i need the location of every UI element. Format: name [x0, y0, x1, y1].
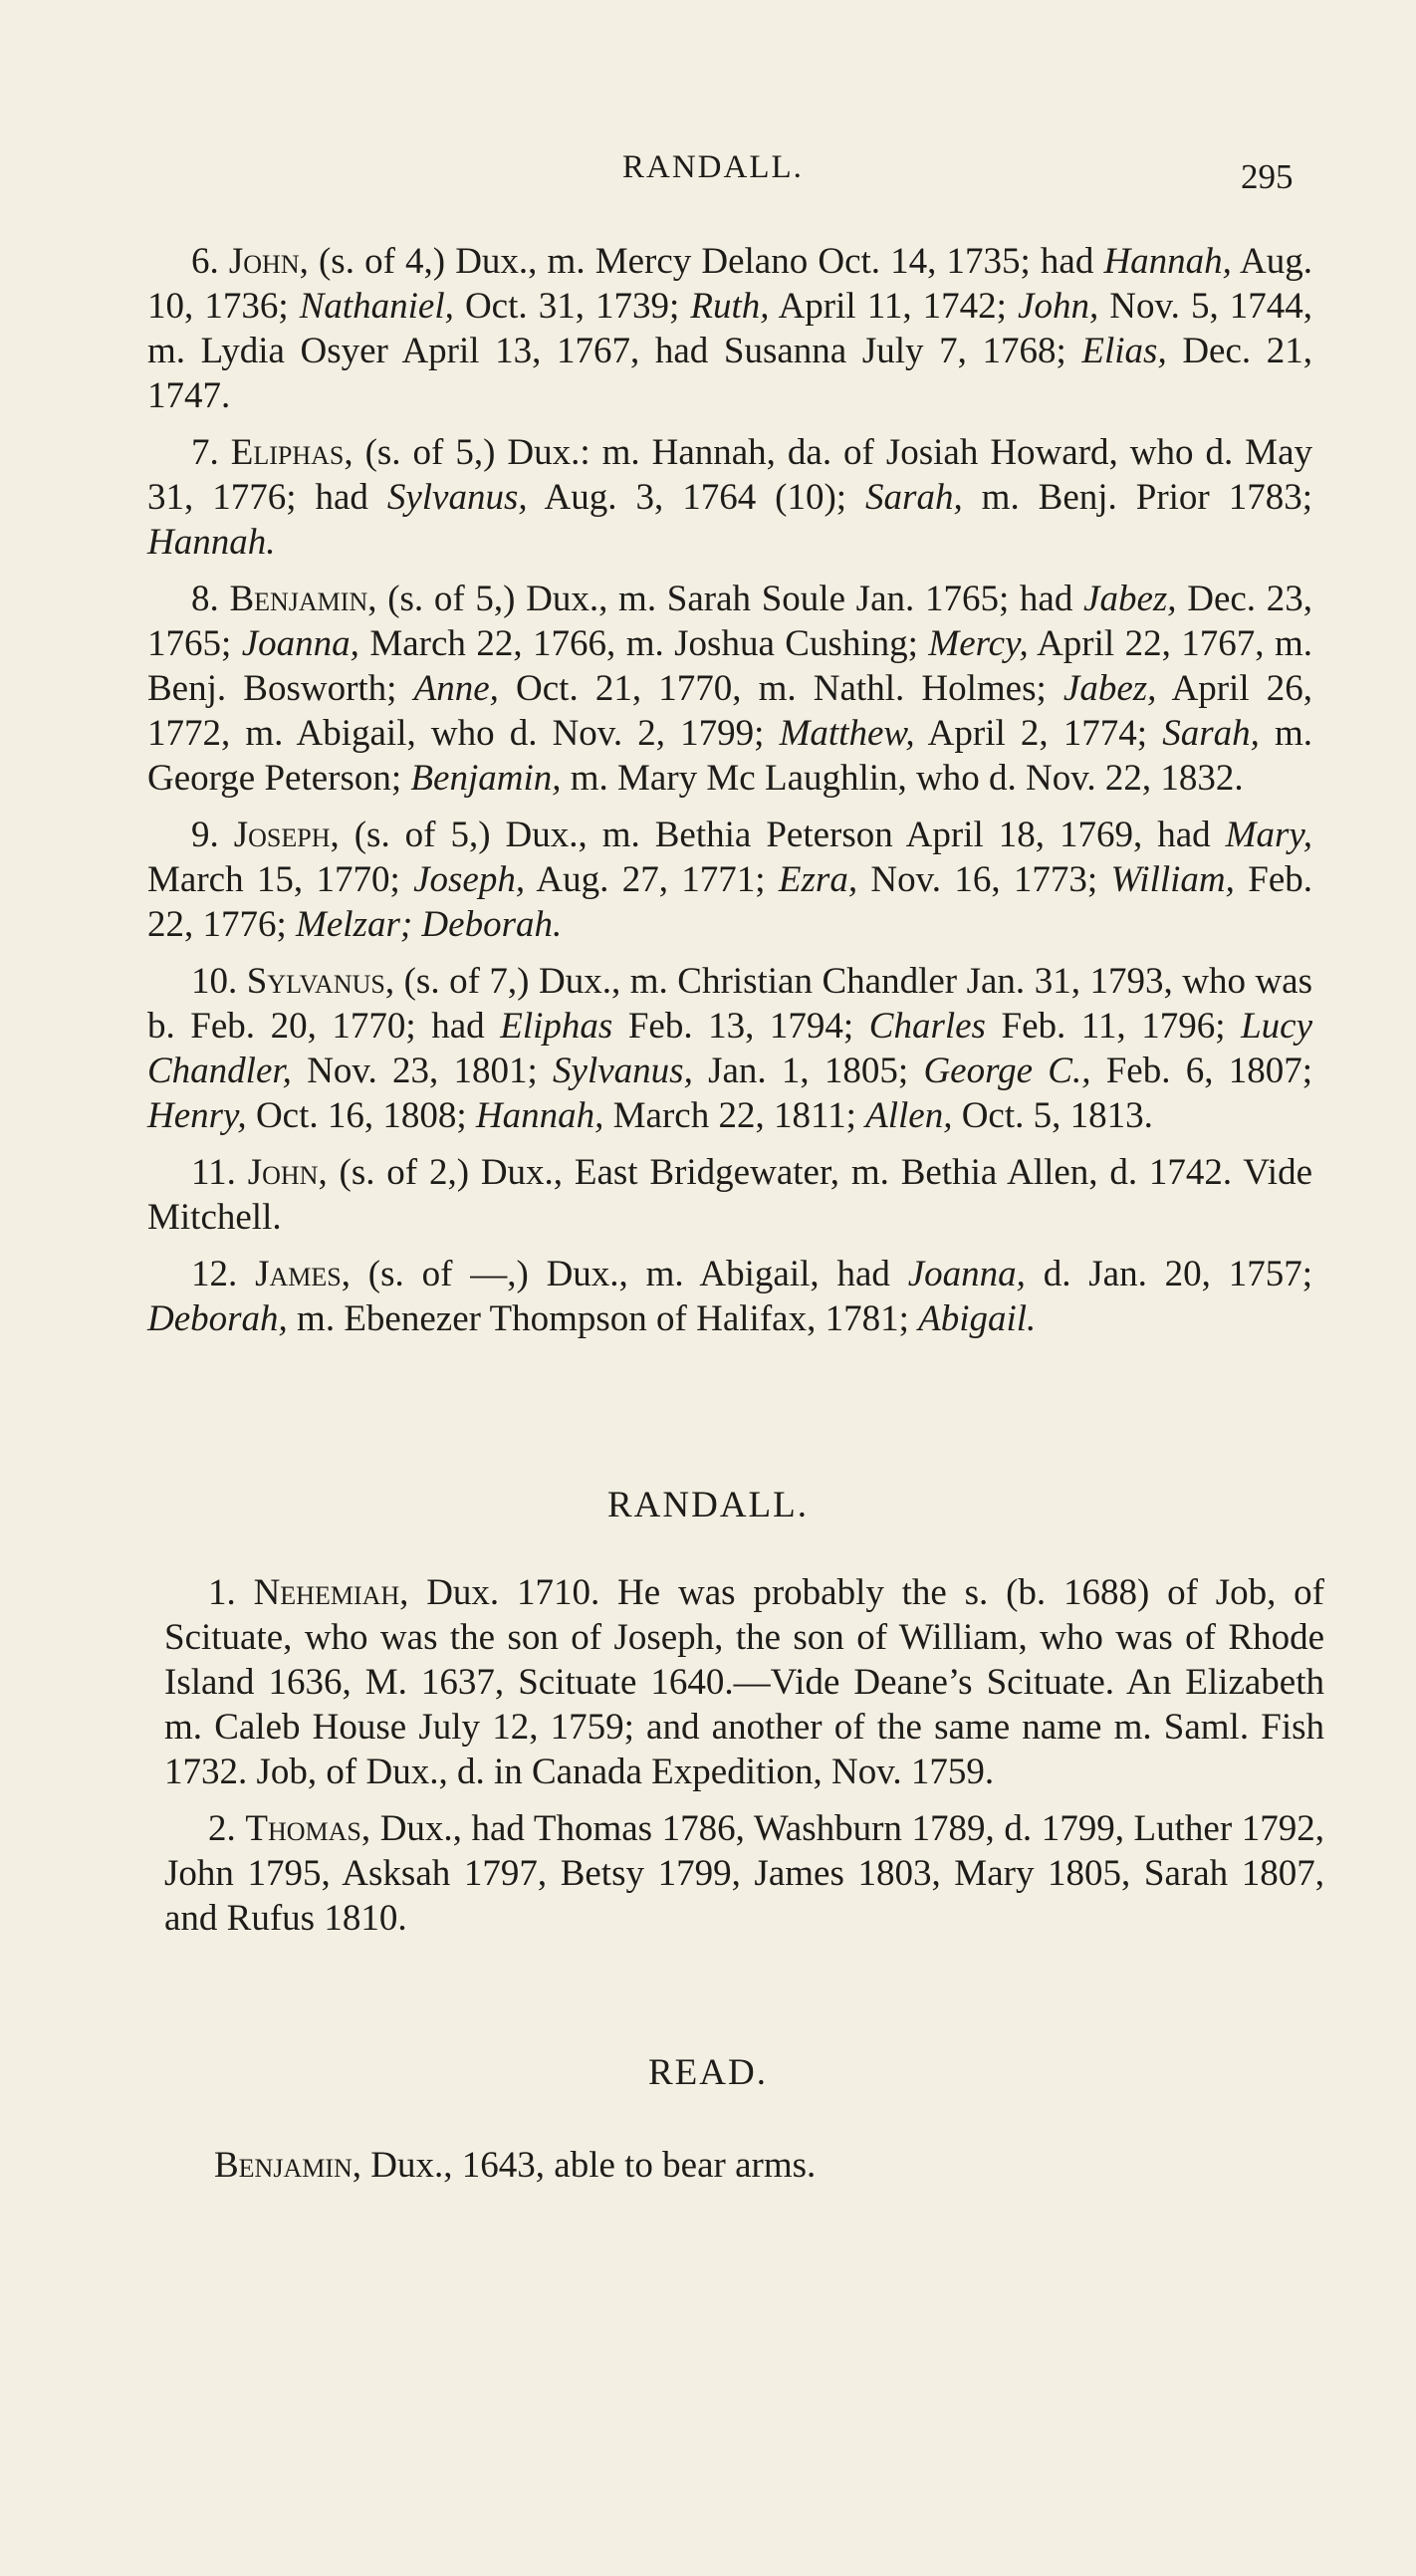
child-name: Sarah,: [865, 477, 963, 518]
entry-text: April 2, 1774;: [914, 713, 1163, 754]
entry-text: Nov. 5, 1744, m. Lydia Osyer April 13, 1767, had Susanna July 7, 1768;: [147, 286, 1313, 371]
entry-paragraph: [214, 2143, 1379, 2188]
entry-number: 8.: [191, 579, 219, 619]
entry-text: d. Jan. 20, 1757;: [1025, 1254, 1313, 1294]
child-name: Henry,: [147, 1095, 247, 1136]
entry-text: Aug. 10, 1736;: [147, 241, 1312, 327]
child-name: Joanna,: [907, 1254, 1026, 1294]
child-name: Hannah,: [475, 1095, 604, 1136]
entry-text: March 15, 1770;: [147, 859, 414, 900]
entry-text: m. Ebenezer Thompson of Halifax, 1781;: [287, 1298, 919, 1339]
entry-text: (s. of 5,) Dux., m. Bethia Peterson April 18, 1769, had: [339, 815, 1226, 855]
entry-text: April 26, 1772, m. Abigail, who d. Nov. 2, 1799;: [147, 668, 1312, 754]
section-heading-randall: [0, 1484, 1416, 1526]
entry-text: Feb. 6, 1807;: [1090, 1051, 1312, 1091]
child-name: George C.,: [923, 1051, 1091, 1091]
entry-name: Thomas,: [245, 1808, 371, 1849]
entry-text: April 11, 1742;: [769, 286, 1019, 327]
child-name: Anne,: [413, 668, 499, 709]
child-name: Hannah,: [1103, 241, 1232, 282]
child-name: Abigail.: [918, 1298, 1037, 1339]
entry-text: Dec. 23, 1765;: [147, 579, 1312, 664]
read-section: [214, 2143, 1379, 2200]
entry-number: 6.: [191, 241, 219, 282]
section-title: READ.: [648, 2052, 768, 2093]
child-name: Joanna,: [241, 623, 359, 664]
entry-text: March 22, 1766, m. Joshua Cushing;: [358, 623, 929, 664]
entry-text: Aug. 27, 1771;: [525, 859, 779, 900]
entry-text: April 22, 1767, m. Benj. Bosworth;: [147, 623, 1313, 709]
entry-name: Joseph,: [233, 815, 340, 855]
randall-section-2: [164, 1570, 1324, 1953]
entry-text: Feb. 22, 1776;: [147, 859, 1312, 945]
entry-text: Feb. 11, 1796;: [985, 1006, 1242, 1047]
section-heading-read: [0, 2051, 1416, 2094]
entry-paragraph: [147, 813, 1312, 947]
child-name: Matthew,: [779, 713, 915, 754]
child-name: Melzar; Deborah.: [296, 904, 563, 945]
child-name: Ezra,: [778, 859, 858, 900]
entry-text: Nov. 23, 1801;: [291, 1051, 554, 1091]
child-name: Benjamin,: [410, 758, 562, 799]
entry-text: Dux., 1643, able to bear arms.: [361, 2145, 817, 2186]
entry-number: 11.: [191, 1152, 236, 1193]
entry-text: Aug. 3, 1764 (10);: [527, 477, 866, 518]
entry-name: Benjamin,: [229, 579, 377, 619]
entry-text: Dux., had Thomas 1786, Washburn 1789, d. 1799, Luther 1792, John 1795, Asksah 1797, Betsy 1799, James 1803, Mary 1805, Sarah 1807, and Rufus 1810.: [164, 1808, 1325, 1939]
child-name: Joseph,: [413, 859, 526, 900]
child-name: John,: [1018, 286, 1099, 327]
entry-number: 1.: [208, 1572, 236, 1613]
entry-text: March 22, 1811;: [603, 1095, 866, 1136]
entry-text: m. Mary Mc Laughlin, who d. Nov. 22, 1832.: [561, 758, 1244, 799]
entry-paragraph: [147, 959, 1312, 1138]
entry-number: 10.: [191, 961, 238, 1002]
entry-name: James,: [255, 1254, 351, 1294]
entry-text: Dec. 21, 1747.: [147, 331, 1312, 416]
child-name: Hannah.: [147, 522, 276, 563]
child-name: Mercy,: [928, 623, 1029, 664]
entry-text: Oct. 21, 1770, m. Nathl. Holmes;: [498, 668, 1063, 709]
entry-text: Feb. 13, 1794;: [612, 1006, 869, 1047]
entry-paragraph: [147, 1252, 1312, 1341]
section-title: RANDALL.: [606, 1485, 809, 1525]
entry-text: Oct. 5, 1813.: [952, 1095, 1153, 1136]
child-name: Deborah,: [147, 1298, 288, 1339]
entry-text: Dux. 1710. He was probably the s. (b. 1688) of Job, of Scituate, who was the son of Joseph, the son of William, who was of Rhode Island 1636, M. 1637, Scituate 1640.—Vide Deane’s Scituate. An Elizabeth m. Caleb House July 12, 1759; and another of the same name m. Saml. Fish 1732. Job, of Dux., d. in Canada Expedition, Nov. 1759.: [164, 1572, 1325, 1792]
entry-text: Nov. 16, 1773;: [857, 859, 1111, 900]
entry-number: 7.: [191, 432, 219, 473]
entry-paragraph: [147, 577, 1312, 801]
child-name: Nathaniel,: [299, 286, 454, 327]
entry-text: (s. of 4,) Dux., m. Mercy Delano Oct. 14, 1735; had: [308, 241, 1104, 282]
child-name: Jabez,: [1083, 579, 1177, 619]
page-number: 295: [1241, 157, 1294, 196]
entry-name: John,: [228, 241, 309, 282]
entry-text: m. Benj. Prior 1783;: [962, 477, 1312, 518]
entry-text: m. George Peterson;: [147, 713, 1313, 799]
page-header: [0, 149, 1416, 209]
entry-text: (s. of 5,) Dux.: m. Hannah, da. of Josiah Howard, who d. May 31, 1776; had: [147, 432, 1312, 518]
entry-name: Eliphas,: [230, 432, 354, 473]
entry-text: (s. of 2,) Dux., East Bridgewater, m. Bethia Allen, d. 1742. Vide Mitchell.: [147, 1152, 1313, 1238]
child-name: Sylvanus,: [553, 1051, 693, 1091]
child-name: Charles: [868, 1006, 986, 1047]
entry-number: 12.: [191, 1254, 238, 1294]
randall-section-1: [147, 239, 1312, 1353]
entry-name: Benjamin,: [214, 2145, 362, 2186]
entry-text: (s. of 5,) Dux., m. Sarah Soule Jan. 1765; had: [376, 579, 1084, 619]
entry-paragraph: [147, 239, 1312, 418]
entry-paragraph: [164, 1806, 1324, 1941]
entry-text: Jan. 1, 1805;: [692, 1051, 924, 1091]
entry-number: 2.: [208, 1808, 236, 1849]
entry-name: Nehemiah,: [253, 1572, 409, 1613]
entry-paragraph: [147, 430, 1312, 565]
entry-number: 9.: [191, 815, 219, 855]
child-name: Sarah,: [1162, 713, 1260, 754]
child-name: Sylvanus,: [386, 477, 528, 518]
running-head: RANDALL.: [622, 149, 804, 185]
child-name: Mary,: [1225, 815, 1312, 855]
child-name: Elias,: [1081, 331, 1167, 371]
entry-text: Oct. 16, 1808;: [246, 1095, 476, 1136]
entry-text: (s. of —,) Dux., m. Abigail, had: [350, 1254, 908, 1294]
child-name: Ruth,: [690, 286, 770, 327]
entry-paragraph: [147, 1150, 1312, 1240]
entry-text: Oct. 31, 1739;: [453, 286, 691, 327]
entry-name: Sylvanus,: [246, 961, 395, 1002]
entry-paragraph: [164, 1570, 1324, 1794]
child-name: Eliphas: [500, 1006, 613, 1047]
entry-name: John,: [247, 1152, 328, 1193]
entry-text: (s. of 7,) Dux., m. Christian Chandler Jan. 31, 1793, who was b. Feb. 20, 1770; had: [147, 961, 1312, 1047]
child-name: Lucy Chandler,: [147, 1006, 1312, 1091]
child-name: William,: [1110, 859, 1235, 900]
child-name: Jabez,: [1062, 668, 1157, 709]
child-name: Allen,: [865, 1095, 953, 1136]
